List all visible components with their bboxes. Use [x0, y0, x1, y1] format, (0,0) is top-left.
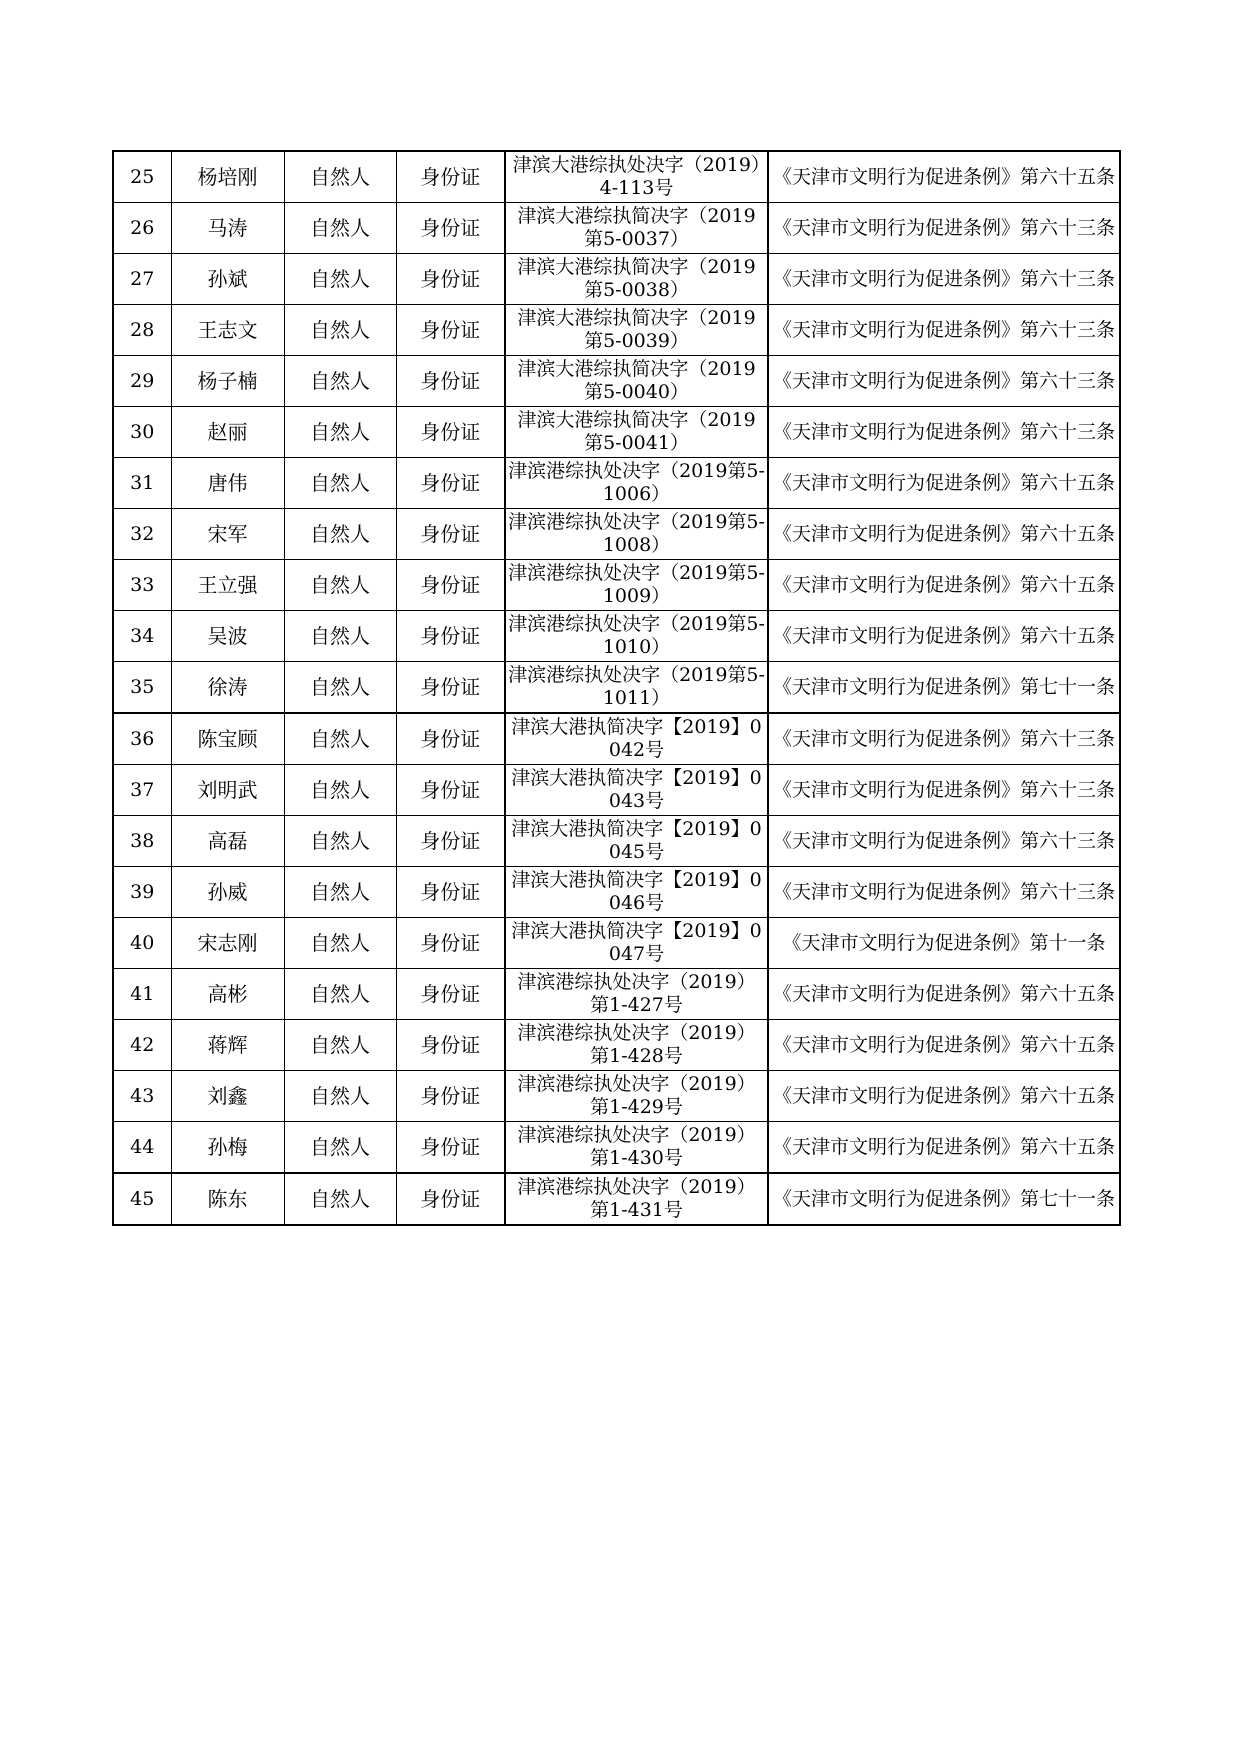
row-number-cell: 44: [113, 1122, 171, 1174]
table-row: [113, 203, 1120, 254]
person-name-cell: 宋志刚: [171, 918, 284, 969]
legal-basis-cell: 《天津市文明行为促进条例》第六十三条: [768, 356, 1120, 407]
decision-document-number-cell: 津滨大港综执简决字（2019第5-0040）: [505, 356, 768, 407]
legal-basis-cell: 《天津市文明行为促进条例》第六十五条: [768, 560, 1120, 611]
person-name-cell: 刘明武: [171, 765, 284, 816]
party-type-cell: 自然人: [284, 1122, 396, 1174]
table-row: [113, 765, 1120, 816]
row-number-cell: 40: [113, 918, 171, 969]
decision-document-number-cell: 津滨港综执处决字（2019第5-1009）: [505, 560, 768, 611]
person-name-cell: 徐涛: [171, 662, 284, 714]
id-document-type-cell: 身份证: [396, 1020, 505, 1071]
legal-basis-cell: 《天津市文明行为促进条例》第六十五条: [768, 151, 1120, 203]
table-row: [113, 1173, 1120, 1225]
row-number-cell: 42: [113, 1020, 171, 1071]
legal-basis-cell: 《天津市文明行为促进条例》第六十三条: [768, 305, 1120, 356]
table-row: [113, 1071, 1120, 1122]
party-type-cell: 自然人: [284, 713, 396, 765]
party-type-cell: 自然人: [284, 611, 396, 662]
party-type-cell: 自然人: [284, 1071, 396, 1122]
person-name-cell: 杨子楠: [171, 356, 284, 407]
row-number-cell: 27: [113, 254, 171, 305]
row-number-cell: 39: [113, 867, 171, 918]
decision-document-number-cell: 津滨大港执简决字【2019】0046号: [505, 867, 768, 918]
id-document-type-cell: 身份证: [396, 356, 505, 407]
person-name-cell: 高磊: [171, 816, 284, 867]
decision-document-number-cell: 津滨港综执处决字（2019第5-1011）: [505, 662, 768, 714]
party-type-cell: 自然人: [284, 867, 396, 918]
row-number-cell: 36: [113, 713, 171, 765]
id-document-type-cell: 身份证: [396, 509, 505, 560]
person-name-cell: 唐伟: [171, 458, 284, 509]
table-row: [113, 254, 1120, 305]
person-name-cell: 陈宝顾: [171, 713, 284, 765]
legal-basis-cell: 《天津市文明行为促进条例》第六十三条: [768, 713, 1120, 765]
id-document-type-cell: 身份证: [396, 1173, 505, 1225]
row-number-cell: 30: [113, 407, 171, 458]
table-row: [113, 918, 1120, 969]
table-row: [113, 867, 1120, 918]
row-number-cell: 31: [113, 458, 171, 509]
legal-basis-cell: 《天津市文明行为促进条例》第七十一条: [768, 662, 1120, 714]
row-number-cell: 25: [113, 151, 171, 203]
table-row: [113, 662, 1120, 714]
row-number-cell: 41: [113, 969, 171, 1020]
table-row: [113, 509, 1120, 560]
row-number-cell: 45: [113, 1173, 171, 1225]
legal-basis-cell: 《天津市文明行为促进条例》第六十五条: [768, 1122, 1120, 1174]
table-row: [113, 1122, 1120, 1174]
party-type-cell: 自然人: [284, 458, 396, 509]
id-document-type-cell: 身份证: [396, 765, 505, 816]
row-number-cell: 28: [113, 305, 171, 356]
decision-document-number-cell: 津滨大港执简决字【2019】0043号: [505, 765, 768, 816]
person-name-cell: 赵丽: [171, 407, 284, 458]
table-row: [113, 560, 1120, 611]
person-name-cell: 刘鑫: [171, 1071, 284, 1122]
party-type-cell: 自然人: [284, 254, 396, 305]
decision-document-number-cell: 津滨港综执处决字（2019）第1-429号: [505, 1071, 768, 1122]
party-type-cell: 自然人: [284, 765, 396, 816]
decision-document-number-cell: 津滨大港执简决字【2019】0045号: [505, 816, 768, 867]
legal-basis-cell: 《天津市文明行为促进条例》第六十三条: [768, 765, 1120, 816]
legal-basis-cell: 《天津市文明行为促进条例》第六十五条: [768, 969, 1120, 1020]
penalty-table: [112, 150, 1121, 1226]
party-type-cell: 自然人: [284, 560, 396, 611]
person-name-cell: 蒋辉: [171, 1020, 284, 1071]
party-type-cell: 自然人: [284, 918, 396, 969]
id-document-type-cell: 身份证: [396, 611, 505, 662]
table-row: [113, 151, 1120, 203]
id-document-type-cell: 身份证: [396, 662, 505, 714]
person-name-cell: 孙梅: [171, 1122, 284, 1174]
legal-basis-cell: 《天津市文明行为促进条例》第六十三条: [768, 867, 1120, 918]
legal-basis-cell: 《天津市文明行为促进条例》第六十三条: [768, 816, 1120, 867]
person-name-cell: 高彬: [171, 969, 284, 1020]
party-type-cell: 自然人: [284, 1173, 396, 1225]
id-document-type-cell: 身份证: [396, 969, 505, 1020]
decision-document-number-cell: 津滨大港执简决字【2019】0042号: [505, 713, 768, 765]
id-document-type-cell: 身份证: [396, 407, 505, 458]
legal-basis-cell: 《天津市文明行为促进条例》第十一条: [768, 918, 1120, 969]
row-number-cell: 35: [113, 662, 171, 714]
row-number-cell: 33: [113, 560, 171, 611]
id-document-type-cell: 身份证: [396, 1122, 505, 1174]
id-document-type-cell: 身份证: [396, 458, 505, 509]
id-document-type-cell: 身份证: [396, 713, 505, 765]
party-type-cell: 自然人: [284, 407, 396, 458]
party-type-cell: 自然人: [284, 816, 396, 867]
decision-document-number-cell: 津滨大港综执处决字（2019）4-113号: [505, 151, 768, 203]
id-document-type-cell: 身份证: [396, 1071, 505, 1122]
legal-basis-cell: 《天津市文明行为促进条例》第六十三条: [768, 203, 1120, 254]
id-document-type-cell: 身份证: [396, 254, 505, 305]
legal-basis-cell: 《天津市文明行为促进条例》第七十一条: [768, 1173, 1120, 1225]
party-type-cell: 自然人: [284, 662, 396, 714]
party-type-cell: 自然人: [284, 356, 396, 407]
row-number-cell: 29: [113, 356, 171, 407]
person-name-cell: 王志文: [171, 305, 284, 356]
party-type-cell: 自然人: [284, 151, 396, 203]
decision-document-number-cell: 津滨港综执处决字（2019第5-1006）: [505, 458, 768, 509]
person-name-cell: 杨培刚: [171, 151, 284, 203]
legal-basis-cell: 《天津市文明行为促进条例》第六十三条: [768, 254, 1120, 305]
legal-basis-cell: 《天津市文明行为促进条例》第六十五条: [768, 611, 1120, 662]
party-type-cell: 自然人: [284, 203, 396, 254]
legal-basis-cell: 《天津市文明行为促进条例》第六十三条: [768, 407, 1120, 458]
person-name-cell: 吴波: [171, 611, 284, 662]
id-document-type-cell: 身份证: [396, 560, 505, 611]
decision-document-number-cell: 津滨大港执简决字【2019】0047号: [505, 918, 768, 969]
legal-basis-cell: 《天津市文明行为促进条例》第六十五条: [768, 1020, 1120, 1071]
table-row: [113, 969, 1120, 1020]
decision-document-number-cell: 津滨大港综执简决字（2019第5-0039）: [505, 305, 768, 356]
row-number-cell: 38: [113, 816, 171, 867]
party-type-cell: 自然人: [284, 1020, 396, 1071]
person-name-cell: 马涛: [171, 203, 284, 254]
id-document-type-cell: 身份证: [396, 867, 505, 918]
table-row: [113, 458, 1120, 509]
decision-document-number-cell: 津滨港综执处决字（2019）第1-431号: [505, 1173, 768, 1225]
id-document-type-cell: 身份证: [396, 151, 505, 203]
table-body: [113, 151, 1120, 1225]
decision-document-number-cell: 津滨港综执处决字（2019第5-1008）: [505, 509, 768, 560]
party-type-cell: 自然人: [284, 509, 396, 560]
table-row: [113, 611, 1120, 662]
decision-document-number-cell: 津滨港综执处决字（2019第5-1010）: [505, 611, 768, 662]
person-name-cell: 孙威: [171, 867, 284, 918]
party-type-cell: 自然人: [284, 969, 396, 1020]
id-document-type-cell: 身份证: [396, 918, 505, 969]
person-name-cell: 王立强: [171, 560, 284, 611]
decision-document-number-cell: 津滨大港综执简决字（2019第5-0041）: [505, 407, 768, 458]
table-row: [113, 1020, 1120, 1071]
row-number-cell: 43: [113, 1071, 171, 1122]
id-document-type-cell: 身份证: [396, 816, 505, 867]
decision-document-number-cell: 津滨港综执处决字（2019）第1-428号: [505, 1020, 768, 1071]
legal-basis-cell: 《天津市文明行为促进条例》第六十五条: [768, 458, 1120, 509]
person-name-cell: 孙斌: [171, 254, 284, 305]
party-type-cell: 自然人: [284, 305, 396, 356]
decision-document-number-cell: 津滨港综执处决字（2019）第1-427号: [505, 969, 768, 1020]
table-row: [113, 407, 1120, 458]
decision-document-number-cell: 津滨港综执处决字（2019）第1-430号: [505, 1122, 768, 1174]
decision-document-number-cell: 津滨大港综执简决字（2019第5-0038）: [505, 254, 768, 305]
id-document-type-cell: 身份证: [396, 203, 505, 254]
table-row: [113, 816, 1120, 867]
row-number-cell: 26: [113, 203, 171, 254]
id-document-type-cell: 身份证: [396, 305, 505, 356]
table-row: [113, 713, 1120, 765]
row-number-cell: 32: [113, 509, 171, 560]
row-number-cell: 34: [113, 611, 171, 662]
table-row: [113, 305, 1120, 356]
person-name-cell: 宋军: [171, 509, 284, 560]
legal-basis-cell: 《天津市文明行为促进条例》第六十五条: [768, 509, 1120, 560]
decision-document-number-cell: 津滨大港综执简决字（2019第5-0037）: [505, 203, 768, 254]
row-number-cell: 37: [113, 765, 171, 816]
legal-basis-cell: 《天津市文明行为促进条例》第六十五条: [768, 1071, 1120, 1122]
table-row: [113, 356, 1120, 407]
person-name-cell: 陈东: [171, 1173, 284, 1225]
